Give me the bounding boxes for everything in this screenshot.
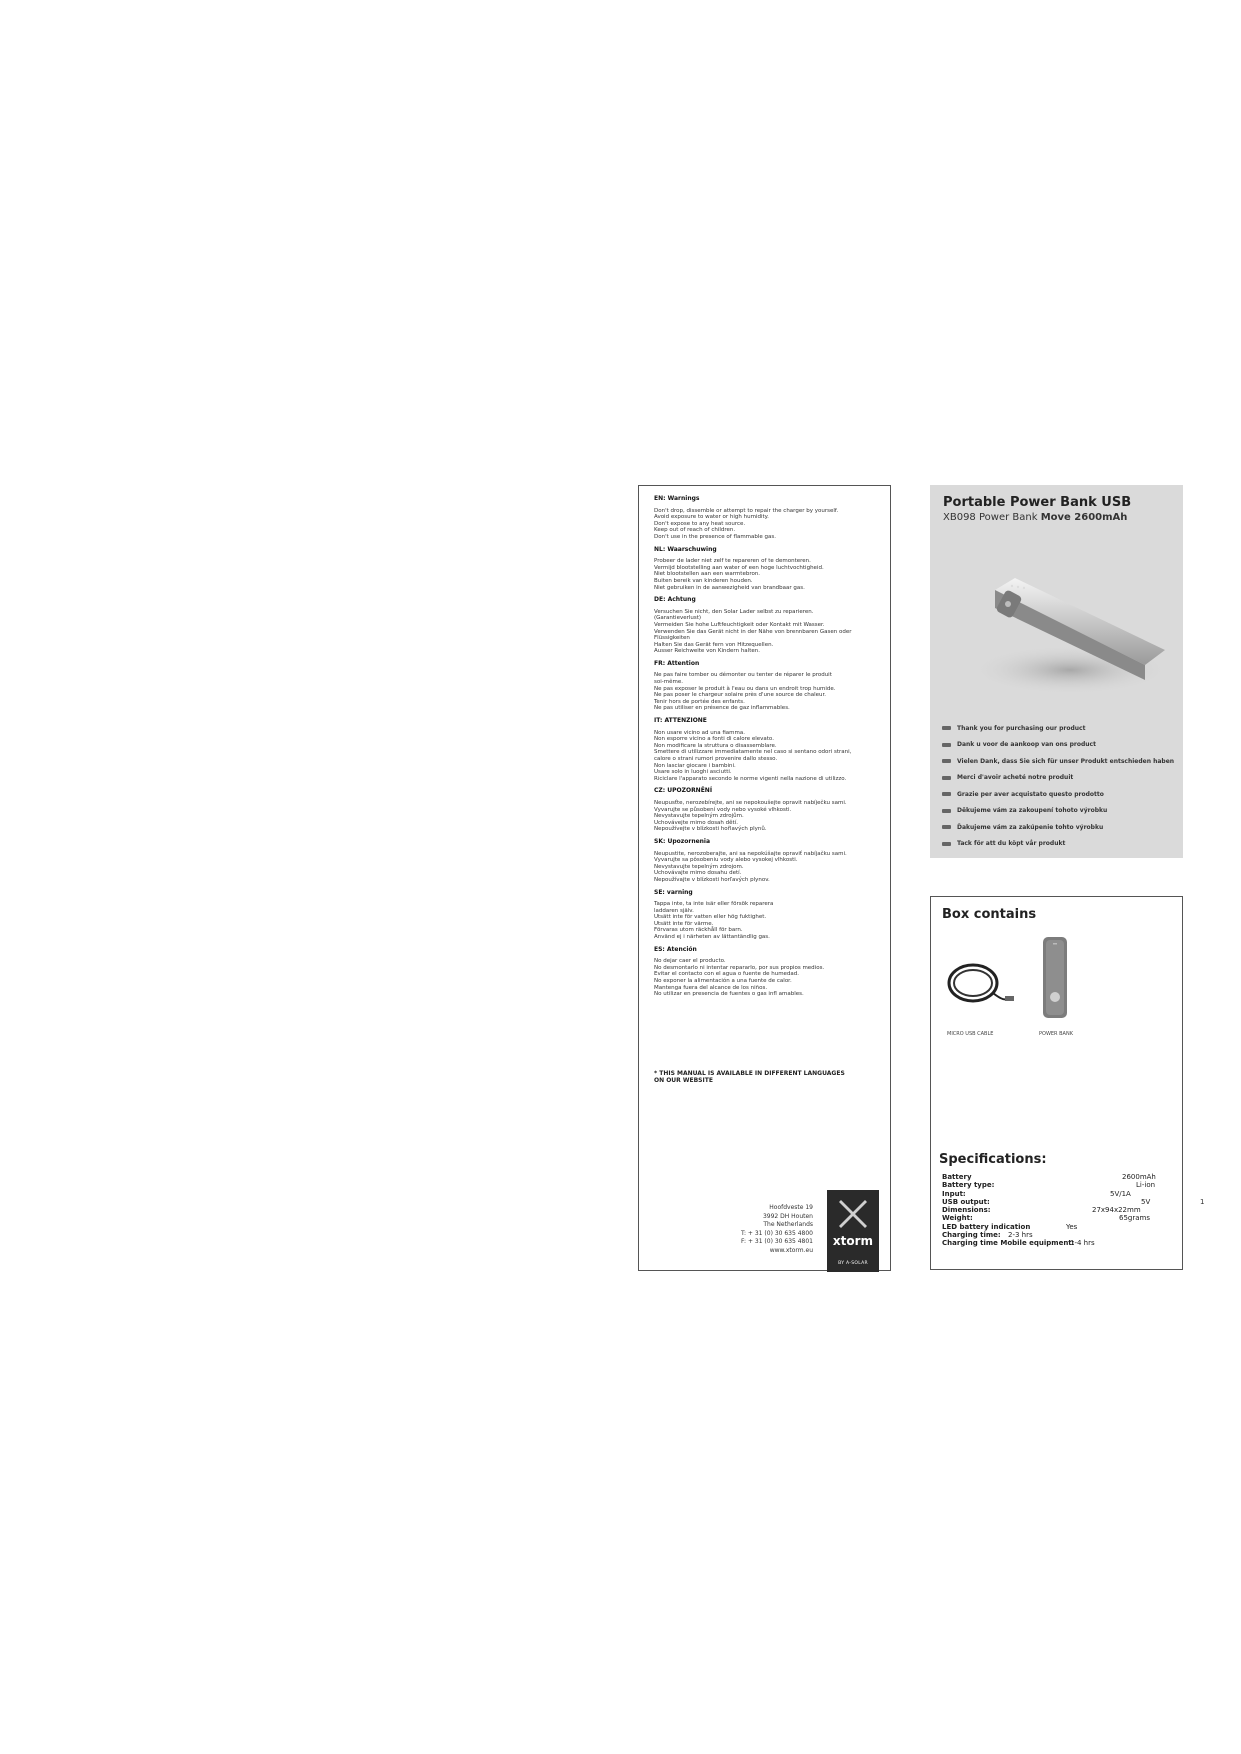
spec-label: USB output: [942, 1197, 990, 1206]
warning-section [654, 947, 879, 998]
spec-row [942, 1206, 1162, 1214]
thank-you-item: Dank u voor de aankoop van ons product [942, 737, 1177, 754]
specifications-title: Specifications: [939, 1152, 1047, 1167]
warning-line: Ne pas exposer le produit à l'eau ou dans un endroit trop humide. [654, 685, 836, 692]
warning-line: Avoid exposure to water or high humidity. [654, 514, 769, 521]
cover-title: Portable Power Bank USB [943, 495, 1132, 510]
flag-de-icon [942, 759, 951, 763]
address-line: Hoofdveste 19 [769, 1204, 813, 1211]
warning-line: Flüssigkeiten [654, 635, 690, 642]
warnings-content [654, 496, 879, 1004]
warning-line: Nepoužívejte v blízkosti hořlavých plynů. [654, 826, 767, 833]
flag-it-icon [942, 792, 951, 796]
warning-line: Ne pas poser le chargeur solaire près d'une source de chaleur. [654, 692, 826, 699]
address-line: 3992 DH Houten [762, 1212, 813, 1220]
spec-label: Battery [942, 1173, 972, 1181]
warning-heading: CZ: UPOZORNĚNÍ [654, 787, 713, 795]
warning-line: Non esporre vicino a fonti di calore elevato. [654, 736, 774, 743]
warning-section [654, 839, 879, 884]
warning-line: Nevystavujte tepelným zdrojům. [654, 813, 744, 820]
page-number: 1 [1200, 1198, 1205, 1206]
spec-value: 2600mAh [1122, 1173, 1156, 1181]
warning-line: Nepoužívajte v blízkosti horľavých plynov. [654, 876, 770, 883]
warning-line: calore o strani rumori provenire dallo stesso. [654, 756, 778, 762]
spec-label: Charging time Mobile equipment: [942, 1239, 1075, 1248]
warning-line: Mantenga fuera del alcance de los niños. [654, 984, 768, 991]
flag-cz-icon [942, 809, 951, 813]
warning-line: No desmontarlo ni intentar repararlo, por sus propios medios. [654, 964, 825, 971]
flag-sk-icon [942, 825, 951, 829]
box-contents-panel [930, 896, 1183, 1270]
spec-row [942, 1214, 1162, 1222]
warning-line: Probeer de lader niet zelf te repareren of te demonteren. [654, 558, 811, 565]
warning-line: Vyvarujte se působení vody nebo vysoké vlhkosti. [654, 806, 792, 813]
warning-section [654, 788, 879, 833]
power-bank-caption: POWER BANK [1039, 1031, 1073, 1037]
x-logo-icon [837, 1198, 869, 1230]
xtorm-logo [827, 1190, 879, 1272]
spec-value: Yes [1066, 1222, 1078, 1231]
power-bank-image [1041, 935, 1069, 1020]
warning-line: Neupusťte, nerozebírejte, ani se nepokoušejte opravit nabíječku sami. [654, 799, 847, 806]
warning-line: Smettere di utilizzare immediatamente nel caso si sentano odori strani, [654, 749, 852, 756]
logo-by-text: BY A-SOLAR [838, 1261, 868, 1266]
warning-line: (Garantieverlust) [654, 615, 702, 622]
warning-line: Neupustite, nerozoberajte, ani sa nepokúšajte opraviť nabíjačku sami. [654, 850, 847, 857]
micro-usb-cable-image [945, 959, 1017, 1014]
spec-label: Input: [942, 1189, 966, 1198]
thank-you-item: Děkujeme vám za zakoupení tohoto výrobku [942, 803, 1177, 820]
spec-value: 5V/1A [1110, 1189, 1131, 1198]
spec-value: 27x94x22mm [1092, 1206, 1141, 1215]
warning-heading: SK: Upozornenia [654, 837, 711, 845]
box-contains-title: Box contains [942, 907, 1037, 922]
warning-line: Ausser Reichweite von Kindern halten. [654, 648, 760, 655]
spec-label: Dimensions: [942, 1206, 991, 1215]
warning-line: Non modificare la struttura o disassemblare. [654, 742, 777, 749]
warning-heading: NL: Waarschuwing [654, 545, 717, 553]
spec-value: 65grams [1119, 1214, 1150, 1223]
power-bank-product-image [940, 540, 1170, 715]
warning-line: No utilizar en presencia de fuentes o gas infl amables. [654, 991, 804, 998]
logo-brand-text: xtorm [832, 1234, 874, 1248]
warning-line: Ne pas faire tomber ou démonter ou tenter de réparer le produit [654, 672, 832, 679]
warnings-panel [638, 485, 891, 1271]
warning-heading: EN: Warnings [654, 495, 700, 502]
spec-value: 2-3 hrs [1008, 1231, 1033, 1240]
warning-section [654, 890, 879, 941]
spec-row [942, 1181, 1162, 1189]
warning-section [654, 597, 879, 655]
flag-en-icon [942, 726, 951, 730]
warning-heading: SE: varning [654, 888, 693, 896]
warning-line: Förvaras utom räckhåll för barn. [654, 927, 743, 934]
thank-you-item: Grazie per aver acquistato questo prodotto [942, 786, 1177, 803]
specifications-list [942, 1173, 1162, 1248]
warning-line: Tappa inte, ta inte isär eller försök reparera [654, 901, 774, 908]
company-address [741, 1204, 813, 1255]
spec-label: Weight: [942, 1214, 973, 1223]
warning-line: Använd ej i närheten av lättantändlig gas. [654, 934, 770, 941]
flag-se-icon [942, 842, 951, 846]
warning-line: Uchovávajte mimo dosahu detí. [654, 870, 742, 877]
warning-line: Versuchen Sie nicht, den Solar Lader selbst zu reparieren. [654, 608, 814, 615]
warning-section [654, 547, 879, 592]
spec-row [942, 1190, 1162, 1198]
warning-line: Utsätt inte för värme. [654, 920, 714, 927]
warning-line: Verwenden Sie das Gerät nicht in der Nähe von brennbaren Gasen oder [654, 628, 852, 635]
thank-you-item: Tack för att du köpt vår produkt [942, 836, 1177, 853]
cover-subtitle [943, 512, 1127, 523]
warning-line: Don't drop, dissemble or attempt to repair the charger by yourself. [654, 507, 839, 514]
subtitle-capacity: Move 2600mAh [1040, 512, 1128, 523]
phone-line: T: + 31 (0) 30 635 4800 [741, 1229, 813, 1237]
thank-you-list [942, 720, 1177, 852]
spec-label: Charging time: [942, 1231, 1001, 1240]
warning-line: Vyvarujte sa pôsobeniu vody alebo vysokej vlhkosti. [654, 857, 798, 864]
thank-you-item: Thank you for purchasing our product [942, 720, 1177, 737]
warning-line: Riciclare l'apparato secondo le norme vigenti nella nazione di utilizzo. [654, 775, 847, 782]
warning-heading: IT: ATTENZIONE [654, 717, 707, 725]
warning-section [654, 718, 879, 782]
warning-heading: FR: Attention [654, 659, 700, 667]
address-line: The Netherlands [763, 1221, 813, 1228]
spec-label: Battery type: [942, 1181, 995, 1190]
warning-line: Evitar el contacto con el agua o fuente de humedad. [654, 971, 800, 978]
warning-heading: DE: Achtung [654, 596, 696, 604]
warning-line: Nevystavujte tepelným zdrojom. [654, 863, 744, 870]
spec-value: 1-4 hrs [1070, 1239, 1095, 1248]
warning-line: Ne pas utiliser en présence de gaz inflammables. [654, 705, 790, 712]
warning-line: No dejar caer el producto. [654, 958, 726, 965]
manual-note-line-1: * THIS MANUAL IS AVAILABLE IN DIFFERENT LANGUAGES [654, 1070, 845, 1077]
cable-caption: MICRO USB CABLE [947, 1031, 994, 1037]
warning-line: Non usare vicino ad una fiamma. [654, 729, 746, 736]
warning-line: No exponer la alimentación a una fuente de calor. [654, 978, 792, 985]
warning-line: Niet blootstellen aan een warmtebron. [654, 571, 761, 578]
warning-line: Non lasciar giocare i bambini. [654, 762, 736, 769]
manual-note-line-2: ON OUR WEBSITE [654, 1077, 713, 1084]
manual-note [654, 1070, 879, 1084]
warning-line: Tenir hors de portée des enfants. [654, 698, 745, 705]
spec-row [942, 1231, 1162, 1239]
website-line: www.xtorm.eu [769, 1246, 813, 1254]
warning-line: Niet gebruiken in de aanwezigheid van brandbaar gas. [654, 584, 805, 591]
warning-line: Utsätt inte för vatten eller hög fuktighet. [654, 914, 767, 921]
warning-line: Don't use in the presence of flammable gas. [654, 533, 777, 540]
warning-line: Buiten bereik van kinderen houden. [654, 577, 753, 584]
spec-value: Li-ion [1136, 1181, 1156, 1190]
warning-line: Vermeiden Sie hohe Luftfeuchtigkeit oder Kontakt mit Wasser. [654, 621, 825, 628]
spec-row [942, 1173, 1162, 1181]
spec-row [942, 1198, 1162, 1206]
warning-line: soi-même. [654, 679, 683, 686]
warning-section [654, 496, 879, 541]
thank-you-item: Vielen Dank, dass Sie sich für unser Produkt entschieden haben [942, 753, 1177, 770]
fax-line: F: + 31 (0) 30 635 4801 [741, 1238, 813, 1245]
spec-value: 5V [1141, 1197, 1151, 1206]
warning-line: Keep out of reach of children. [654, 527, 736, 534]
spec-row [942, 1239, 1162, 1247]
thank-you-item: Ďakujeme vám za zakúpenie tohto výrobku [942, 819, 1177, 836]
cover-panel [930, 485, 1183, 858]
warning-line: Vermijd blootstelling aan water of een hoge luchtvochtigheid. [654, 564, 824, 571]
flag-nl-icon [942, 743, 951, 747]
spec-row [942, 1223, 1162, 1231]
flag-fr-icon [942, 776, 951, 780]
warning-section [654, 661, 879, 712]
warning-heading: ES: Atención [654, 945, 697, 953]
warning-line: Don't expose to any heat source. [654, 520, 746, 527]
thank-you-item: Merci d'avoir acheté notre produit [942, 770, 1177, 787]
subtitle-model: XB098 Power Bank [943, 512, 1041, 523]
warning-line: Uchovávejte mimo dosah dětí. [654, 819, 738, 826]
spec-label: LED battery indication [942, 1222, 1031, 1231]
warning-line: Halten Sie das Gerät fern von Hitzequellen. [654, 641, 774, 648]
warning-line: Usare solo in luoghi asciutti. [654, 769, 732, 776]
warning-line: laddaren själv. [654, 907, 694, 914]
